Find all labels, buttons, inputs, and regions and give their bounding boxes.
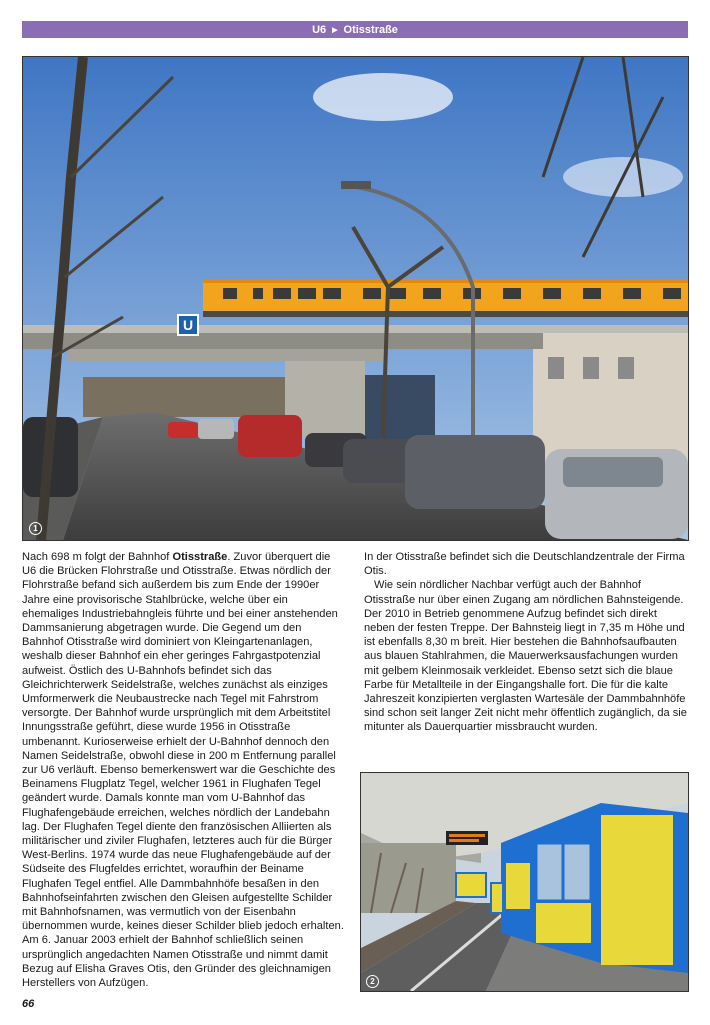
photo-number-badge: 2 [366, 975, 379, 988]
u-bahn-sign: U [182, 317, 194, 333]
street-bridge-illustration [23, 57, 688, 540]
chapter-header-bar [22, 21, 688, 38]
arrow-right-icon: ▶ [332, 26, 338, 34]
photo-street-bridge [22, 56, 689, 541]
paragraph-left-intro: Nach 698 m folgt der Bahnhof [22, 551, 173, 563]
line-label: U6 [312, 23, 327, 36]
paragraph-right-2: Wie sein nördlicher Nachbar verfügt auch der Bahnhof Otisstraße nur über einen Zugang am nördlichen Bahnsteigende. Der 2010 in Betrieb genommene Aufzug befindet sich direkt neben der festen Treppe. Der Bahnsteig liegt in 7,35 m Höhe und ist ebenfalls 8,30 m breit. Hier bestehen die Bahnhofsaufbauten aus blauen Stahlrahmen, die Mauerwerksausfachungen wurden mit gelbem Kleinmosaik verkleidet. Ebenso setzt sich die blaue Farbe für Metallteile in der Eingangshalle fort. Die für die kalte Jahreszeit konzipierten verglasten Wartesäle der Dammbahnhöfe sind schon seit langer Zeit nicht mehr öffentlich zugänglich, da sie mitunter als Dauerquartier missbraucht wurden. [364, 579, 687, 734]
page-number: 66 [22, 998, 35, 1010]
paragraph-left [22, 550, 344, 990]
paragraph-right-1: In der Otisstraße befindet sich die Deutschlandzentrale der Firma Otis. [364, 551, 685, 578]
text-column-left [22, 550, 344, 990]
paragraph-left-body: . Zuvor überquert die U6 die Brücken Flohrstraße und Otisstraße. Etwas nördlich der Flohrstraße befand sich außerdem bis zum Ende der 1990er Jahre eine provisorische Stahlbrücke, welche über ein ehemaliges Industriebahngleis führte und bei einer anstehenden Dammsanierung abgetragen wurde. Die Gegend um den Bahnhof Otisstraße wird dominiert von Kleingartenanlagen, weshalb dieser Bahnhof ein eher geringes Fahrgastpotenzial aufweist. Östlich des U-Bahnhofs befindet sich das Gleichrichterwerk Seidelstraße, welches zunächst als einziges Umformerwerk die Neubaustrecke nach Tegel mit Fahrstrom versorgte. Der Bahnhof wurde ursprünglich mit dem Arbeitstitel Innungsstraße geführt, diese wurde 1956 in Otisstraße umbenannt. Kurioserweise erhielt der U-Bahnhof dennoch den Namen Seidelstraße, obwohl diese in 200 m Entfernung parallel zur U6 verläuft. Ebenso bemerkenswert war die Geschichte des Beinamens Flugplatz Tegel, welcher 1961 in Flughafen Tegel geändert wurde. Damals konnte man vom U-Bahnhof das Flughafengebäude erreichen, welches nördlich der Landebahn lag. Der Flughafen Tegel diente den französischen Alliierten als militärischer und ziviler Flughafen, letzteres auch für die Bürger West-Berlins. 1974 wurde das neue Flughafengebäude auf der Südseite des Flugfeldes errichtet, woraufhin der Beiname Flughafen Tegel entfiel. Alle Dammbahnhöfe besaßen in den Bahnhofseinfahrten zwischen den Gleisen aufgestellte Schilder mit Bahnhofsnamen, was vermutlich von der Eisenbahn übernommen wurde, keines dieser Schilder blieb jedoch erhalten. Am 6. Januar 2003 erhielt der Bahnhof schließlich seinen ursprünglich angedachten Namen Otisstraße und nimmt damit Bezug auf Elisha Graves Otis, den Gründer des gleichnamigen Herstellers von Aufzügen. [22, 551, 344, 990]
text-column-right [364, 550, 688, 735]
station-name-bold: Otisstraße [172, 551, 228, 563]
platform-illustration [361, 773, 688, 991]
photo-platform [360, 772, 689, 992]
station-title: Otisstraße [343, 23, 398, 36]
photo-number-badge: 1 [29, 522, 42, 535]
